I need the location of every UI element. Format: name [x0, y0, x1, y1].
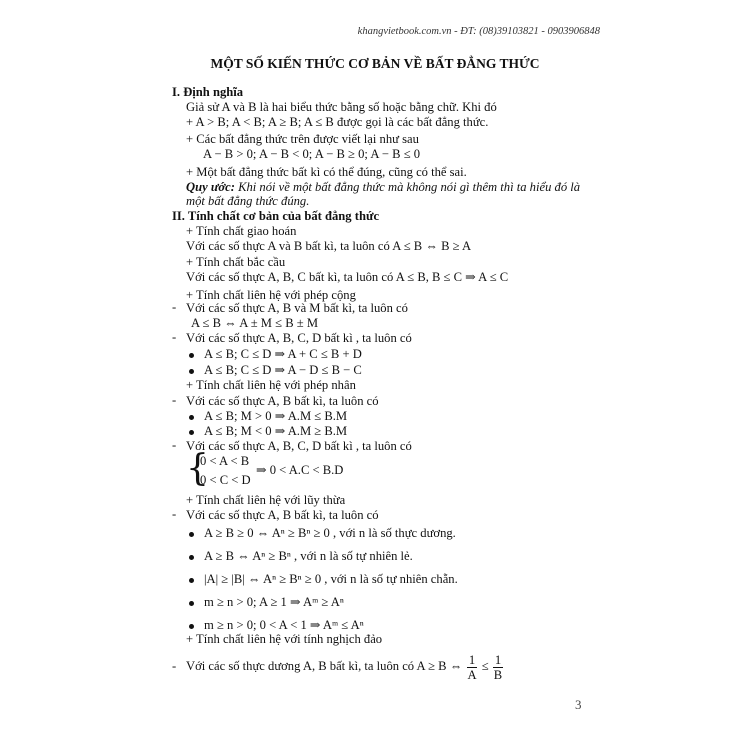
addition-b-2: A ≤ B; C ≤ D ⇒ A − D ≤ B − C: [189, 362, 362, 378]
addition-b: Với các số thực A, B, C, D bất kì , ta luôn có: [186, 331, 412, 345]
dash-marker: -: [172, 438, 177, 452]
section-1-rule-cont: một bất đẳng thức đúng.: [186, 194, 310, 208]
power-5: m ≥ n > 0; 0 < A < 1 ⇒ Aᵐ ≤ Aⁿ: [189, 617, 364, 633]
bullet-icon: [189, 353, 194, 358]
rule-text-1: Khi nói về một bất đẳng thức mà không nói gì thêm thì ta hiểu đó là: [234, 180, 581, 194]
bullet-icon: [189, 532, 194, 537]
property-transitive: + Tính chất bắc cầu: [186, 255, 286, 269]
property-reciprocal: + Tính chất liên hệ với tính nghịch đảo: [186, 632, 383, 646]
dash-marker: -: [172, 393, 177, 407]
bullet-icon: [189, 369, 194, 374]
section-1-item-1: + A > B; A < B; A ≥ B; A ≤ B được gọi là các bất đẳng thức.: [186, 115, 489, 129]
section-2-heading: II. Tính chất cơ bản của bất đẳng thức: [172, 209, 380, 223]
page-header: khangvietbook.com.vn - ĐT: (08)39103821 - 0903906848: [357, 26, 600, 37]
section-1-item-2-expr: A − B > 0; A − B < 0; A − B ≥ 0; A − B ≤ 0: [203, 147, 421, 161]
property-commutative-text: Với các số thực A và B bất kì, ta luôn có A ≤ B ⇔ B ≥ A: [186, 239, 472, 253]
section-1-item-2: + Các bất đẳng thức trên được viết lại như sau: [186, 132, 419, 146]
multiplication-b: Với các số thực A, B, C, D bất kì , ta luôn có: [186, 439, 412, 453]
rule-label: Quy ước:: [186, 180, 235, 194]
dash-marker: -: [172, 659, 177, 673]
fraction-1-over-a: $\frac{1}{A}$: [467, 652, 477, 682]
bullet-icon: [189, 415, 194, 420]
inequality-system: [186, 448, 406, 489]
bullet-icon: [189, 601, 194, 606]
power-1: A ≥ B ≥ 0 ⇔ Aⁿ ≥ Bⁿ ≥ 0 , với n là số thực dương.: [189, 525, 456, 541]
fraction-1-over-b: $\frac{1}{B}$: [493, 652, 503, 682]
left-brace-icon: {: [186, 448, 209, 489]
property-transitive-text: Với các số thực A, B, C bất kì, ta luôn có A ≤ B, B ≤ C ⇒ A ≤ C: [186, 270, 509, 284]
power-4: m ≥ n > 0; A ≥ 1 ⇒ Aᵐ ≥ Aⁿ: [189, 594, 344, 610]
property-power: + Tính chất liên hệ với lũy thừa: [186, 493, 346, 507]
addition-a: Với các số thực A, B và M bất kì, ta luôn có: [186, 301, 408, 315]
section-1-intro: Giả sử A và B là hai biểu thức bằng số hoặc bằng chữ. Khi đó: [186, 100, 497, 114]
section-1-item-3: + Một bất đẳng thức bất kì có thể đúng, cũng có thể sai.: [186, 165, 467, 179]
page-number: 3: [575, 697, 582, 712]
dash-marker: -: [172, 507, 177, 521]
bullet-icon: [189, 578, 194, 583]
addition-b-1: A ≤ B; C ≤ D ⇒ A + C ≤ B + D: [189, 346, 362, 362]
bullet-icon: [189, 555, 194, 560]
bullet-icon: [189, 430, 194, 435]
multiplication-a-2: A ≤ B; M < 0 ⇒ A.M ≥ B.M: [189, 423, 347, 439]
power-3: |A| ≥ |B| ⇔ Aⁿ ≥ Bⁿ ≥ 0 , với n là số tự nhiên chẵn.: [189, 571, 458, 587]
property-commutative: + Tính chất giao hoán: [186, 224, 297, 238]
page-title: MỘT SỐ KIẾN THỨC CƠ BẢN VỀ BẤT ĐẲNG THỨC: [210, 56, 540, 71]
section-1-heading: I. Định nghĩa: [172, 85, 244, 99]
reciprocal-a: [186, 650, 504, 682]
power-a: Với các số thực A, B bất kì, ta luôn có: [186, 508, 379, 522]
addition-a-expr: A ≤ B ⇔ A ± M ≤ B ± M: [191, 316, 319, 330]
bullet-icon: [189, 624, 194, 629]
dash-marker: -: [172, 300, 177, 314]
dash-marker: -: [172, 330, 177, 344]
multiplication-a-1: A ≤ B; M > 0 ⇒ A.M ≤ B.M: [189, 408, 347, 424]
multiplication-a: Với các số thực A, B bất kì, ta luôn có: [186, 394, 379, 408]
system-result: ⇒ 0 < A.C < B.D: [256, 463, 344, 477]
le-sign: ≤: [481, 659, 489, 673]
property-addition: + Tính chất liên hệ với phép cộng: [186, 288, 356, 302]
system-row-1: 0 < A < B: [200, 454, 250, 468]
property-multiplication: + Tính chất liên hệ với phép nhân: [186, 378, 356, 392]
system-row-2: 0 < C < D: [200, 473, 251, 487]
power-2: A ≥ B ⇔ Aⁿ ≥ Bⁿ , với n là số tự nhiên lẻ.: [189, 548, 413, 564]
reciprocal-text: Với các số thực dương A, B bất kì, ta luôn có A ≥ B ⇔: [186, 659, 463, 673]
